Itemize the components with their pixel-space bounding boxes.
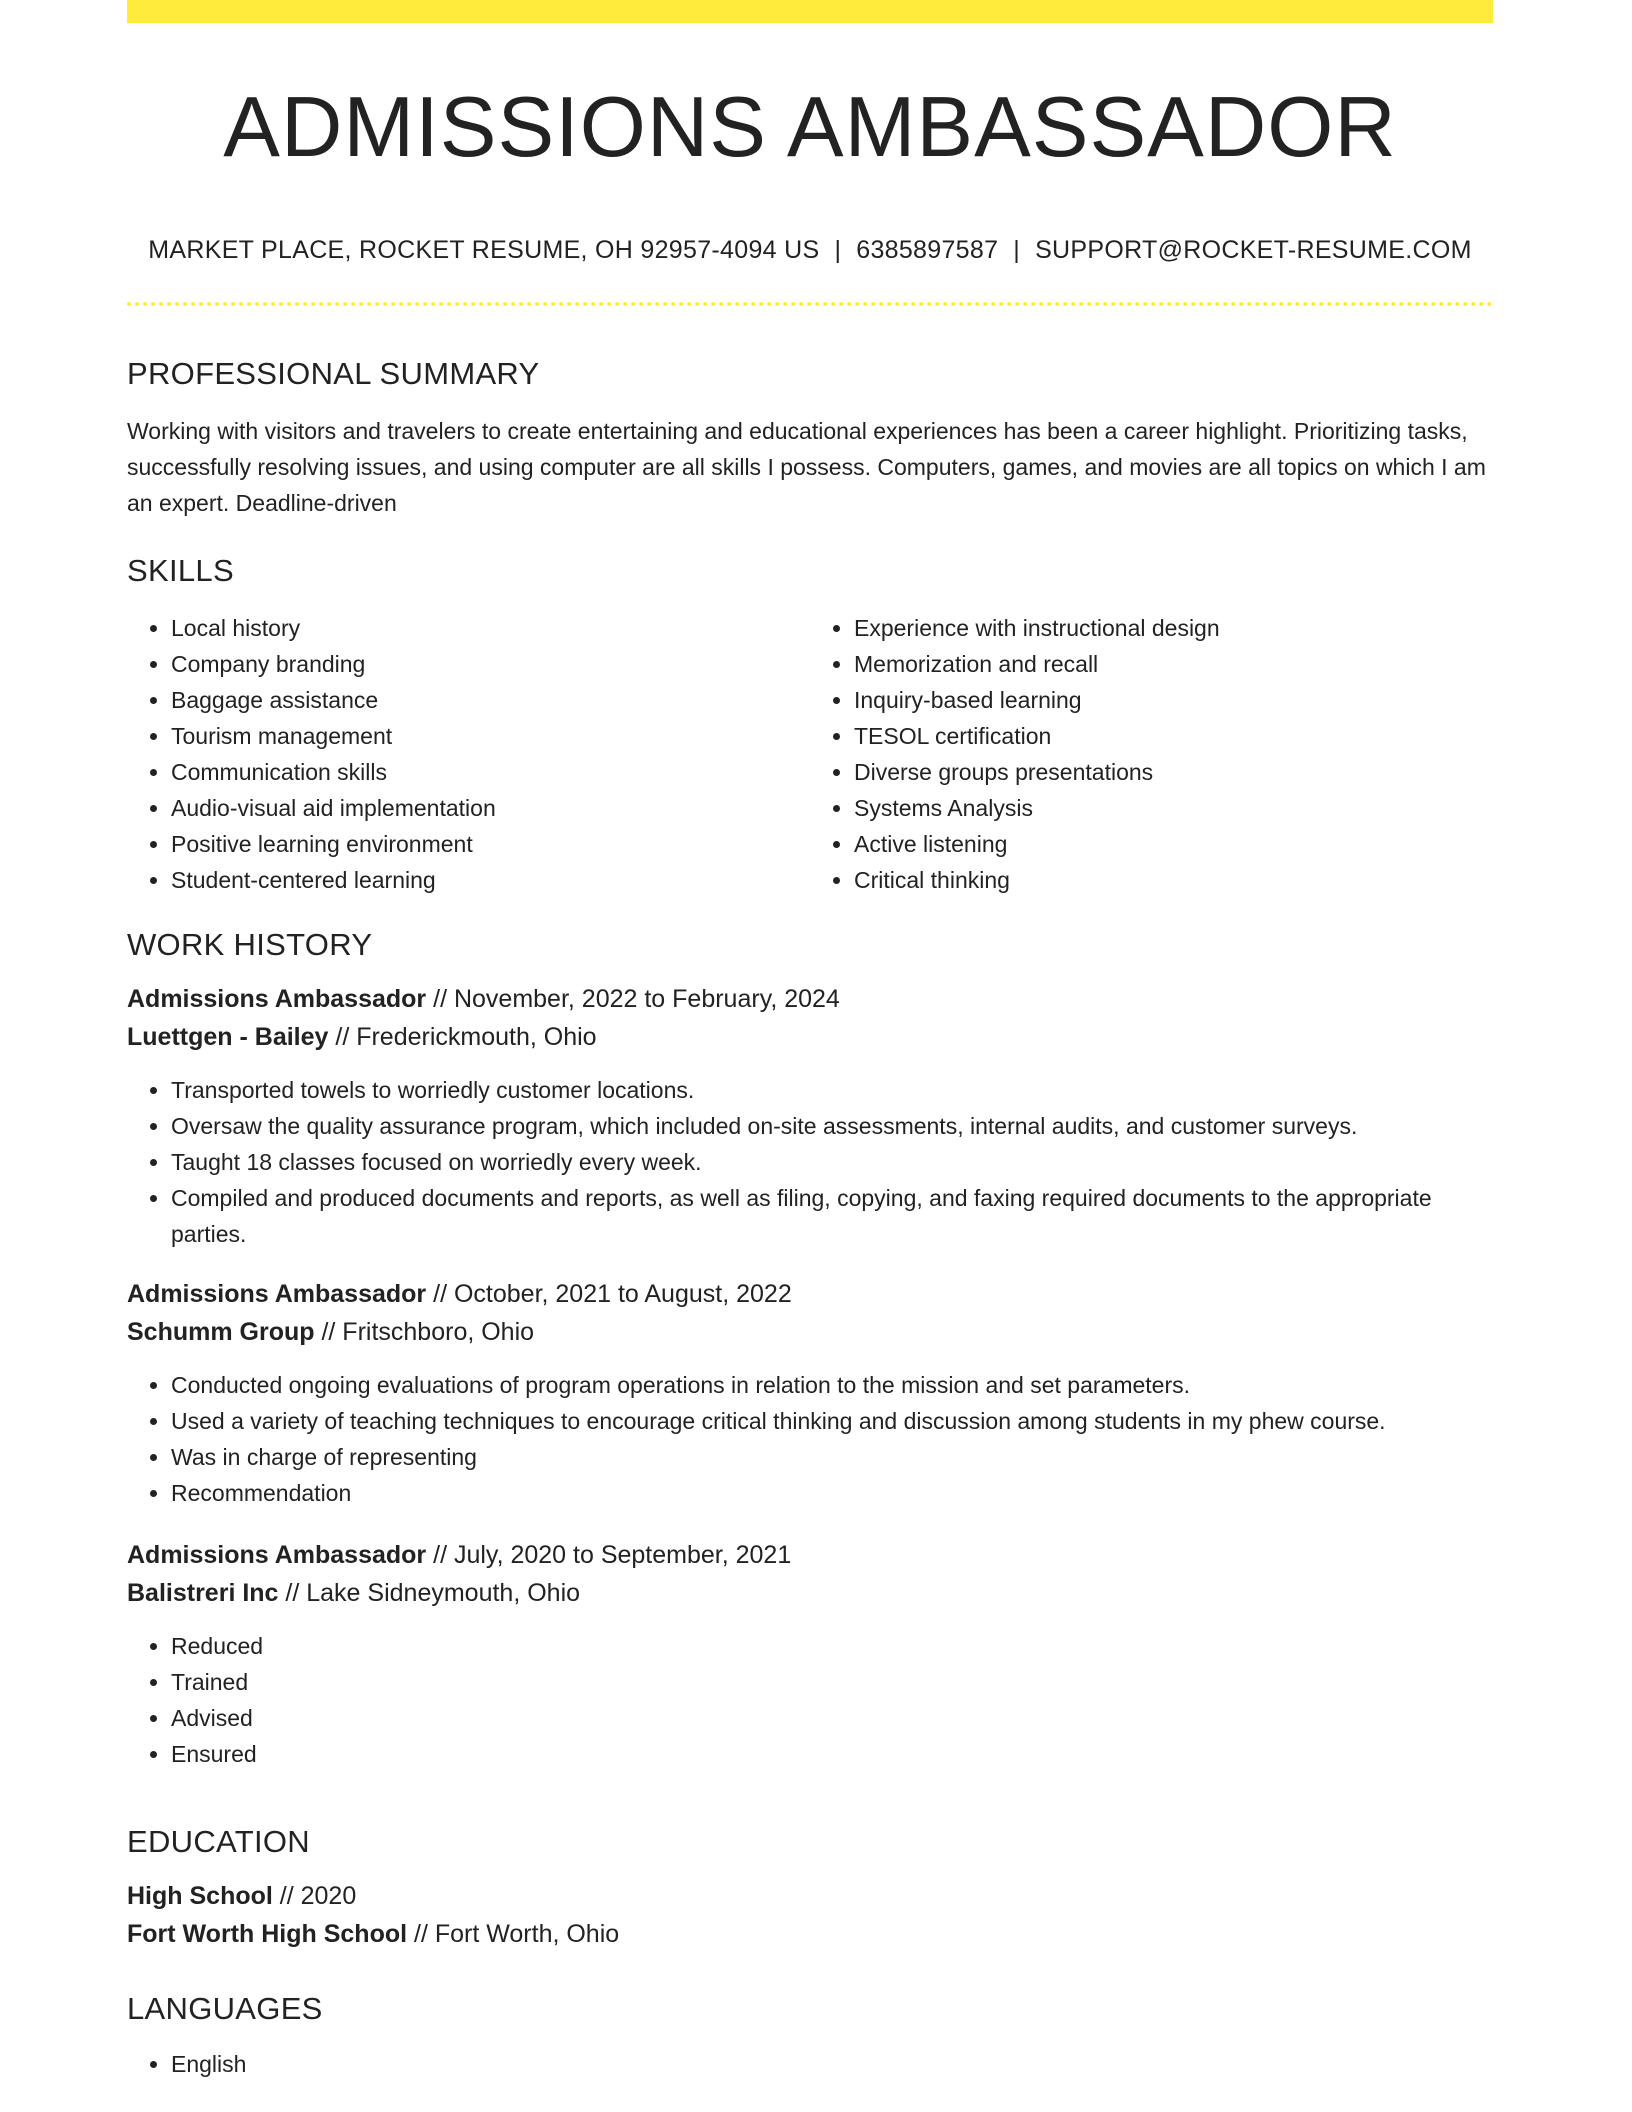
languages-title: LANGUAGES xyxy=(127,1991,323,2026)
job-bullet: • Compiled and produced documents and reports, as well as filing, copying, and faxing required documents to the appropriate parties. xyxy=(171,1180,1493,1252)
education-location: // Fort Worth, Ohio xyxy=(414,1920,620,1948)
contact-separator: | xyxy=(834,236,842,264)
skill-item: • Tourism management xyxy=(171,718,810,754)
skills-section xyxy=(127,555,1493,898)
job-entry xyxy=(127,1275,1493,1511)
languages-section xyxy=(127,1993,1493,2082)
header-divider xyxy=(127,302,1493,306)
skills-columns xyxy=(127,610,1493,898)
job-company: Schumm Group xyxy=(127,1318,315,1346)
education-title: EDUCATION xyxy=(127,1824,310,1859)
education-section xyxy=(127,1826,1493,1953)
skills-list-left xyxy=(127,610,810,898)
job-role: Admissions Ambassador xyxy=(127,1541,427,1569)
job-bullets xyxy=(127,1628,1493,1772)
skills-column-left xyxy=(127,610,810,898)
job-role-line xyxy=(127,1536,1493,1574)
contact-phone: 6385897587 xyxy=(856,236,999,264)
skill-item: • Critical thinking xyxy=(854,862,1493,898)
education-year: // 2020 xyxy=(279,1882,357,1910)
education-school: Fort Worth High School xyxy=(127,1920,408,1948)
job-bullets xyxy=(127,1072,1493,1252)
job-bullet: • Used a variety of teaching techniques to encourage critical thinking and discussion among students in my phew course. xyxy=(171,1403,1493,1439)
skill-item: • Diverse groups presentations xyxy=(854,754,1493,790)
contact-separator: | xyxy=(1013,236,1021,264)
skills-list-right xyxy=(810,610,1493,898)
job-company-line xyxy=(127,1018,1493,1056)
skill-item: • Baggage assistance xyxy=(171,682,810,718)
job-role-line xyxy=(127,980,1493,1018)
skill-item: • Positive learning environment xyxy=(171,826,810,862)
skill-item: • Experience with instructional design xyxy=(854,610,1493,646)
job-bullet: • Reduced xyxy=(171,1628,1493,1664)
job-entry xyxy=(127,1536,1493,1772)
job-bullet: • Taught 18 classes focused on worriedly every week. xyxy=(171,1144,1493,1180)
summary-title: PROFESSIONAL SUMMARY xyxy=(127,356,540,391)
skill-item: • Communication skills xyxy=(171,754,810,790)
contact-address: MARKET PLACE, ROCKET RESUME, OH 92957-4094 US xyxy=(148,236,820,264)
job-entry xyxy=(127,980,1493,1252)
contact-line xyxy=(127,236,1493,265)
skills-column-right xyxy=(810,610,1493,898)
skills-title: SKILLS xyxy=(127,553,234,588)
job-dates: // October, 2021 to August, 2022 xyxy=(433,1280,792,1308)
job-company-line xyxy=(127,1313,1493,1351)
job-role-line xyxy=(127,1275,1493,1313)
education-school-line xyxy=(127,1915,1493,1953)
education-degree-line xyxy=(127,1877,1493,1915)
education-degree: High School xyxy=(127,1882,273,1910)
skill-item: • TESOL certification xyxy=(854,718,1493,754)
skill-item: • Systems Analysis xyxy=(854,790,1493,826)
job-bullet: • Conducted ongoing evaluations of program operations in relation to the mission and set parameters. xyxy=(171,1367,1493,1403)
contact-email: SUPPORT@ROCKET-RESUME.COM xyxy=(1035,236,1472,264)
job-bullet: • Transported towels to worriedly customer locations. xyxy=(171,1072,1493,1108)
resume-page xyxy=(127,0,1493,2077)
languages-list xyxy=(127,2046,1493,2082)
job-bullet: • Oversaw the quality assurance program, which included on-site assessments, internal audits, and customer surveys. xyxy=(171,1108,1493,1144)
job-bullet: • Was in charge of representing xyxy=(171,1439,1493,1475)
skill-item: • Active listening xyxy=(854,826,1493,862)
work-history-section xyxy=(127,929,1493,1772)
job-company: Luettgen - Bailey xyxy=(127,1023,329,1051)
skill-item: • Inquiry-based learning xyxy=(854,682,1493,718)
skill-item: • Audio-visual aid implementation xyxy=(171,790,810,826)
skill-item: • Company branding xyxy=(171,646,810,682)
job-location: // Lake Sidneymouth, Ohio xyxy=(285,1579,581,1607)
job-dates: // July, 2020 to September, 2021 xyxy=(433,1541,792,1569)
job-company: Balistreri Inc xyxy=(127,1579,279,1607)
job-location: // Fritschboro, Ohio xyxy=(321,1318,535,1346)
job-company-line xyxy=(127,1574,1493,1612)
job-bullet: • Trained xyxy=(171,1664,1493,1700)
accent-top-bar xyxy=(127,0,1493,23)
job-bullet: • Ensured xyxy=(171,1736,1493,1772)
summary-text: Working with visitors and travelers to create entertaining and educational experiences has been a career highlight. Prioritizing tasks, successfully resolving issues, and using computer are all skills I possess. Computers, games, and movies are all topics on which I am an expert. Deadline-driven xyxy=(127,418,1486,516)
job-role: Admissions Ambassador xyxy=(127,985,427,1013)
education-entry xyxy=(127,1877,1493,1953)
job-bullet: • Recommendation xyxy=(171,1475,1493,1511)
skill-item: • Local history xyxy=(171,610,810,646)
job-bullet: • Advised xyxy=(171,1700,1493,1736)
job-bullets xyxy=(127,1367,1493,1511)
job-role: Admissions Ambassador xyxy=(127,1280,427,1308)
skill-item: • Student-centered learning xyxy=(171,862,810,898)
language-item: • English xyxy=(171,2046,1493,2082)
job-location: // Frederickmouth, Ohio xyxy=(335,1023,597,1051)
summary-section xyxy=(127,358,1493,521)
work-history-title: WORK HISTORY xyxy=(127,927,373,962)
candidate-name: ADMISSIONS AMBASSADOR xyxy=(223,80,1397,175)
skill-item: • Memorization and recall xyxy=(854,646,1493,682)
job-dates: // November, 2022 to February, 2024 xyxy=(433,985,840,1013)
